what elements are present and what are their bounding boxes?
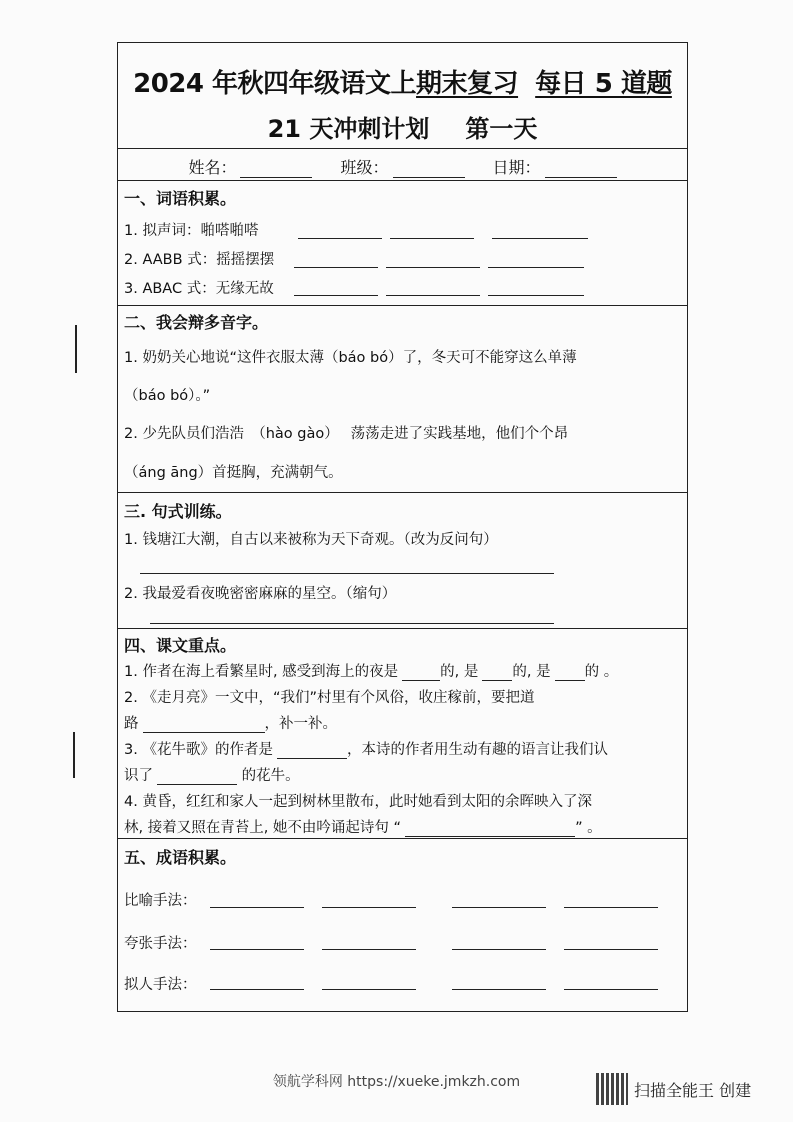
answer-blank[interactable] [322,989,416,990]
question: 4. 黄昏，红红和家人一起到树林里散布，此时她看到太阳的余晖映入了深 [124,794,592,810]
date-field[interactable]: 日期： [493,155,617,180]
section-title: 一、词语积累。 [124,189,237,208]
page-subtitle: 21 天冲刺计划 第一天 [267,115,538,143]
answer-blank[interactable] [452,989,546,990]
question: 路 ，补一补。 [124,716,337,732]
scanner-label: 扫描全能王 创建 [634,1080,752,1100]
answer-blank[interactable] [210,907,304,908]
answer-blank[interactable] [452,907,546,908]
answer-blank[interactable] [210,989,304,990]
scan-margin-mark [75,325,77,373]
section-title: 五、成语积累。 [124,848,237,867]
question: 拟人手法： [124,977,197,993]
answer-blank[interactable] [294,295,378,296]
class-field[interactable]: 班级： [340,155,464,180]
answer-blank[interactable] [492,238,588,239]
answer-blank[interactable] [298,238,382,239]
page-title: 2024 年秋四年级语文上期末复习 每日 5 道题 [133,69,672,99]
answer-blank[interactable] [564,989,658,990]
answer-line[interactable] [140,573,554,574]
question: 3. ABAC 式：无缘无故 [124,281,274,297]
answer-blank[interactable] [488,267,584,268]
section-title: 二、我会辩多音字。 [124,313,269,332]
answer-blank[interactable] [322,949,416,950]
question: 1. 作者在海上看繁星时, 感受到海上的夜是 的, 是 的, 是 的 。 [124,664,619,680]
answer-blank[interactable] [386,267,480,268]
question-line: （báo bó）。” [124,388,211,404]
question: 2. AABB 式：摇摇摆摆 [124,252,275,268]
section-3 [118,493,687,629]
question: 2. 我最爱看夜晚密密麻麻的星空。（缩句） [124,586,397,602]
section-2 [118,306,687,493]
answer-line[interactable] [150,623,554,624]
question-line: 2. 少先队员们浩浩 （hào gào） 荡荡走进了实践基地，他们个个昂 [124,426,569,442]
title-row [118,43,687,149]
question: 1. 拟声词：啪嗒啪嗒 [124,223,259,239]
question: 比喻手法： [124,893,197,909]
answer-blank[interactable] [390,238,474,239]
section-5 [118,839,687,1013]
answer-blank[interactable] [386,295,480,296]
answer-blank[interactable] [452,949,546,950]
question-line: 1. 奶奶关心地说“这件衣服太薄（báo bó）了，冬天可不能穿这么单薄 [124,350,577,366]
question: 3. 《花牛歌》的作者是 ，本诗的作者用生动有趣的语言让我们认 [124,742,608,758]
question: 2. 《走月亮》一文中，“我们”村里有个风俗，收庄稼前，要把道 [124,690,535,706]
question-line: （áng āng）首挺胸，充满朝气。 [124,465,343,481]
scan-margin-mark [73,732,75,778]
question: 夸张手法： [124,936,197,952]
question: 1. 钱塘江大潮，自古以来被称为天下奇观。（改为反问句） [124,532,498,548]
scanner-watermark [596,1073,751,1105]
footer-site: 领航学科网 https://xueke.jmkzh.com [272,1074,521,1090]
answer-blank[interactable] [322,907,416,908]
section-title: 三. 句式训练。 [124,502,232,521]
answer-blank[interactable] [210,949,304,950]
answer-blank[interactable] [564,949,658,950]
question: 林, 接着又照在青苔上, 她不由吟诵起诗句 “ ” 。 [124,820,602,836]
answer-blank[interactable] [488,295,584,296]
section-1 [118,181,687,306]
worksheet [117,42,688,1012]
student-info-row [118,149,687,181]
answer-blank[interactable] [564,907,658,908]
question: 识了 的花牛。 [124,768,300,784]
name-field[interactable]: 姓名： [188,155,312,180]
section-title: 四、课文重点。 [124,636,237,655]
qr-code-icon [596,1073,628,1105]
answer-blank[interactable] [294,267,378,268]
section-4 [118,629,687,839]
